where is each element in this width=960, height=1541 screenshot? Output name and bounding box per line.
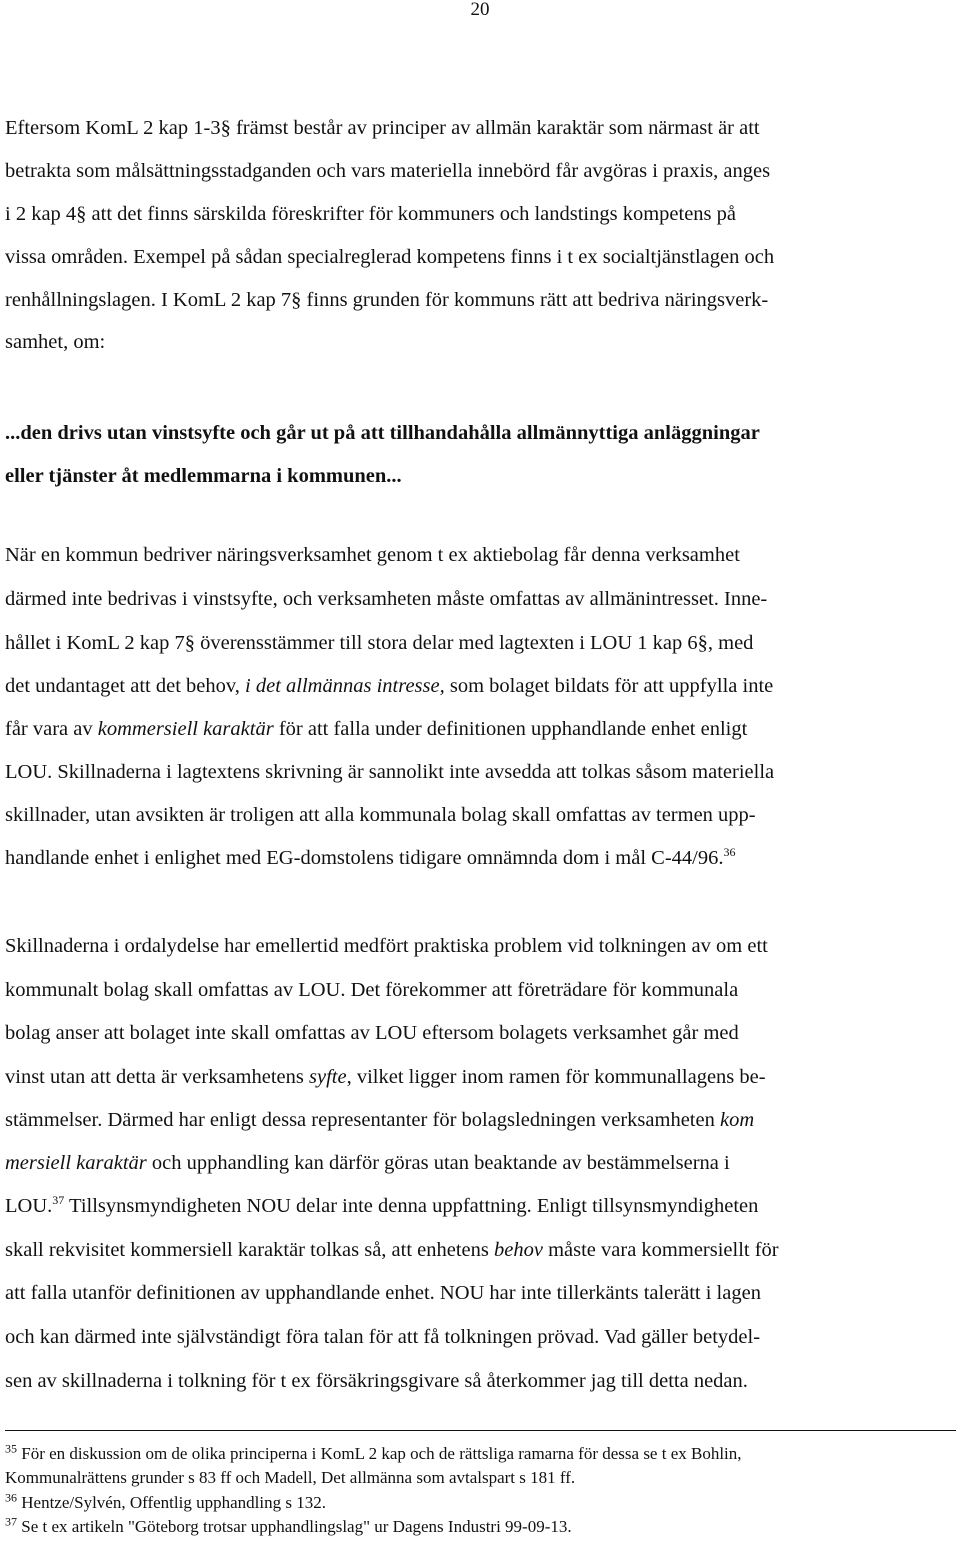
text-run: skall rekvisitet kommersiell karaktär tolkas så, att enhetens <box>5 1239 495 1261</box>
text-run: Tillsynsmyndigheten NOU delar inte denna uppfattning. Enligt tillsynsmyndigheten <box>64 1195 759 1217</box>
paragraph-3-line: bolag anser att bolaget inte skall omfattas av LOU eftersom bolagets verksamhet går med <box>5 1022 739 1044</box>
text-run: som bolaget bildats för att uppfylla inte <box>444 675 774 697</box>
footnote-text: För en diskussion om de olika principerna i KomL 2 kap och de rättsliga ramarna för dessa se t ex Bohlin, <box>17 1444 742 1463</box>
paragraph-3-line: att falla utanför definitionen av upphandlande enhet. NOU har inte tillerkänts talerätt i lagen <box>5 1282 761 1304</box>
footnote-reference: 36 <box>723 845 736 860</box>
italic-phrase: syfte <box>309 1066 347 1088</box>
paragraph-1-line: samhet, om: <box>5 331 106 353</box>
footnote-number: 37 <box>5 1514 17 1529</box>
footnote <box>5 1468 575 1488</box>
italic-phrase: behov <box>494 1239 543 1261</box>
paragraph-2-line: LOU. Skillnaderna i lagtextens skrivning är sannolikt inte avsedda att tolkas såsom materiella <box>5 761 775 783</box>
law-quote-line: ...den drivs utan vinstsyfte och går ut på att tillhandahålla allmännyttiga anläggningar <box>5 422 760 444</box>
italic-phrase: kom <box>719 1109 755 1131</box>
footnote-separator <box>5 1430 956 1431</box>
footnote-text: Se t ex artikeln "Göteborg trotsar upphandlingslag" ur Dagens Industri 99-09-13. <box>17 1517 572 1536</box>
footnote-number: 36 <box>5 1490 17 1505</box>
law-quote-line: eller tjänster åt medlemmarna i kommunen... <box>5 465 402 487</box>
text-run: för att falla under definitionen upphandlande enhet enligt <box>273 718 748 740</box>
text-run: handlande enhet i enlighet med EG-domstolens tidigare omnämnda dom i mål C-44/96. <box>5 847 724 869</box>
paragraph-1-line: vissa områden. Exempel på sådan specialreglerad kompetens finns i t ex socialtjänstlagen och <box>5 246 775 268</box>
paragraph-2-line: därmed inte bedrivas i vinstsyfte, och verksamheten måste omfattas av allmänintresset. Inne- <box>5 588 768 610</box>
text-run: det undantaget att det behov, <box>5 675 246 697</box>
paragraph-3-line <box>5 1065 766 1089</box>
paragraph-3-line: kommunalt bolag skall omfattas av LOU. Det förekommer att företrädare för kommunala <box>5 979 739 1001</box>
paragraph-3-line: sen av skillnaderna i tolkning för t ex försäkringsgivare så återkommer jag till detta nedan. <box>5 1370 748 1392</box>
paragraph-3-line <box>5 1194 758 1218</box>
paragraph-2-line <box>5 717 747 741</box>
footnote-reference: 37 <box>52 1193 65 1208</box>
paragraph-3-line <box>5 1151 730 1175</box>
text-run: vinst utan att detta är verksamhetens <box>5 1066 309 1088</box>
paragraph-1-line: i 2 kap 4§ att det finns särskilda föreskrifter för kommuners och landstings kompetens på <box>5 203 737 225</box>
paragraph-3-line <box>5 1238 779 1262</box>
paragraph-2-line: När en kommun bedriver näringsverksamhet genom t ex aktiebolag får denna verksamhet <box>5 544 740 566</box>
footnote-text: Hentze/Sylvén, Offentlig upphandling s 132. <box>17 1493 326 1512</box>
text-run: , vilket ligger inom ramen för kommunallagens be- <box>346 1066 766 1088</box>
paragraph-1-line: betrakta som målsättningsstadganden och vars materiella innebörd får avgöras i praxis, anges <box>5 160 771 182</box>
footnote-number: 35 <box>5 1441 17 1456</box>
footnote <box>5 1490 326 1513</box>
italic-phrase: kommersiell karaktär <box>97 718 274 740</box>
footnote <box>5 1514 572 1537</box>
text-run: får vara av <box>5 718 98 740</box>
paragraph-3-line: Skillnaderna i ordalydelse har emellertid medfört praktiska problem vid tolkningen av om ett <box>5 935 768 957</box>
italic-phrase: mersiell karaktär <box>5 1152 147 1174</box>
text-run: måste vara kommersiellt för <box>542 1239 779 1261</box>
italic-phrase: i det allmännas intresse, <box>245 675 445 697</box>
footnote-text: Kommunalrättens grunder s 83 ff och Madell, Det allmänna som avtalspart s 181 ff. <box>5 1468 576 1487</box>
paragraph-1-line: Eftersom KomL 2 kap 1-3§ främst består av principer av allmän karaktär som närmast är att <box>5 117 760 139</box>
text-run: stämmelser. Därmed har enligt dessa representanter för bolagsledningen verksamheten <box>5 1109 720 1131</box>
page-number: 20 <box>470 0 490 20</box>
paragraph-1-line: renhållningslagen. I KomL 2 kap 7§ finns grunden för kommuns rätt att bedriva näringsverk- <box>5 289 769 311</box>
paragraph-2-line <box>5 674 773 698</box>
footnote <box>5 1441 742 1464</box>
text-run: och upphandling kan därför göras utan beaktande av bestämmelserna i <box>146 1152 730 1174</box>
paragraph-2-line <box>5 846 735 870</box>
paragraph-3-line <box>5 1108 754 1132</box>
paragraph-3-line: och kan därmed inte självständigt föra talan för att få tolkningen prövad. Vad gäller betydel- <box>5 1326 761 1348</box>
paragraph-2-line: skillnader, utan avsikten är troligen att alla kommunala bolag skall omfattas av termen upp- <box>5 804 756 826</box>
paragraph-2-line: hållet i KomL 2 kap 7§ överensstämmer till stora delar med lagtexten i LOU 1 kap 6§, med <box>5 632 754 654</box>
text-run: LOU. <box>5 1195 53 1217</box>
